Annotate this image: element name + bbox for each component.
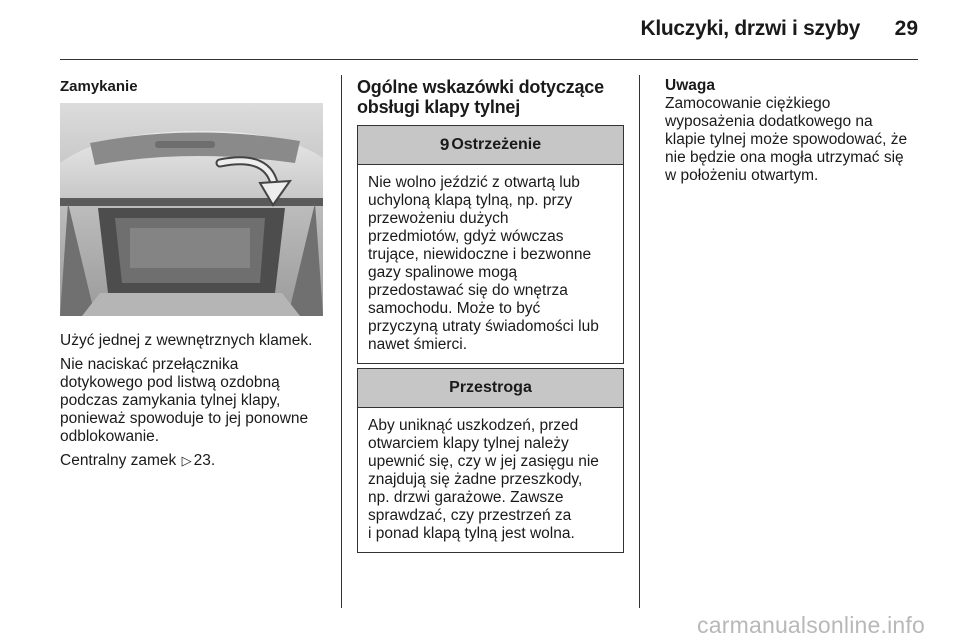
- text-line: Aby uniknąć uszkodzeń, przed: [368, 417, 579, 434]
- text-line: Zamocowanie ciężkiego: [665, 95, 831, 112]
- page-number: 29: [894, 17, 918, 40]
- title-line: Ogólne wskazówki dotyczące: [357, 77, 604, 97]
- right-column: [665, 77, 925, 185]
- text-line: nawet śmierci.: [368, 336, 468, 353]
- text-line: dotykowego pod listwą ozdobną: [60, 374, 280, 391]
- caution-box: [357, 368, 624, 553]
- caution-paragraph: [60, 356, 335, 446]
- caution-title: Przestroga: [449, 379, 532, 396]
- text-line: odblokowanie.: [60, 428, 160, 445]
- header-rule: [60, 59, 918, 60]
- warning-title: Ostrzeżenie: [451, 136, 542, 153]
- reference-text: Centralny zamek: [60, 452, 177, 469]
- caution-body: [358, 408, 623, 552]
- text-line: przewożeniu dużych: [368, 210, 509, 227]
- title-line: obsługi klapy tylnej: [357, 97, 521, 117]
- text-line: przyczyną utraty świadomości lub: [368, 318, 599, 335]
- text-line: ponieważ spowoduje to jej ponowne: [60, 410, 309, 427]
- note-title: Uwaga: [665, 77, 715, 94]
- warning-box: [357, 125, 624, 364]
- text-line: upewnić się, czy w jej zasięgu nie: [368, 453, 599, 470]
- text-line: przedostawać się do wnętrza: [368, 282, 568, 299]
- page-reference-arrow-icon: ▷: [181, 453, 192, 468]
- warning-body: [358, 165, 623, 363]
- instruction-paragraph: Użyć jednej z wewnętrznych klamek.: [60, 332, 313, 349]
- caution-box-header: [358, 369, 623, 408]
- text-line: gazy spalinowe mogą: [368, 264, 518, 281]
- page-header-title: Kluczyki, drzwi i szyby: [640, 17, 860, 40]
- text-line: klapie tylnej może spowodować, że: [665, 131, 908, 148]
- text-line: samochodu. Może to być: [368, 300, 541, 317]
- text-line: np. drzwi garażowe. Zawsze: [368, 489, 564, 506]
- section-title: [357, 77, 627, 117]
- text-line: wyposażenia dodatkowego na: [665, 113, 873, 130]
- text-line: trujące, niewidoczne i bezwonne: [368, 246, 592, 263]
- reference-page-link[interactable]: 23.: [193, 452, 216, 469]
- column-divider-left: [341, 75, 342, 608]
- warning-box-header: [358, 126, 623, 165]
- text-line: w położeniu otwartym.: [665, 167, 819, 184]
- middle-column-title: [357, 77, 627, 117]
- tailgate-illustration: [60, 103, 323, 316]
- left-column-text: [60, 332, 335, 476]
- cross-reference-paragraph: [60, 452, 335, 470]
- text-line: uchyloną klapą tylną, np. przy: [368, 192, 573, 209]
- note-body: [665, 95, 925, 185]
- text-line: Nie wolno jeździć z otwartą lub: [368, 174, 580, 191]
- text-line: i ponad klapą tylną jest wolna.: [368, 525, 575, 542]
- text-line: Nie naciskać przełącznika: [60, 356, 239, 373]
- text-line: otwarciem klapy tylnej należy: [368, 435, 569, 452]
- tailgate-closing-photo: [60, 103, 323, 316]
- watermark: carmanualsonline.info: [697, 612, 925, 638]
- text-line: podczas zamykania tylnej klapy,: [60, 392, 281, 409]
- text-line: znajdują się żadne przeszkody,: [368, 471, 583, 488]
- warning-icon: 9: [439, 135, 450, 154]
- text-line: przedmiotów, gdyż wówczas: [368, 228, 564, 245]
- text-line: sprawdzać, czy przestrzeń za: [368, 507, 572, 524]
- text-line: nie będzie ona mogła utrzymać się: [665, 149, 904, 166]
- column-divider-right: [639, 75, 640, 608]
- section-subheading: Zamykanie: [60, 78, 138, 95]
